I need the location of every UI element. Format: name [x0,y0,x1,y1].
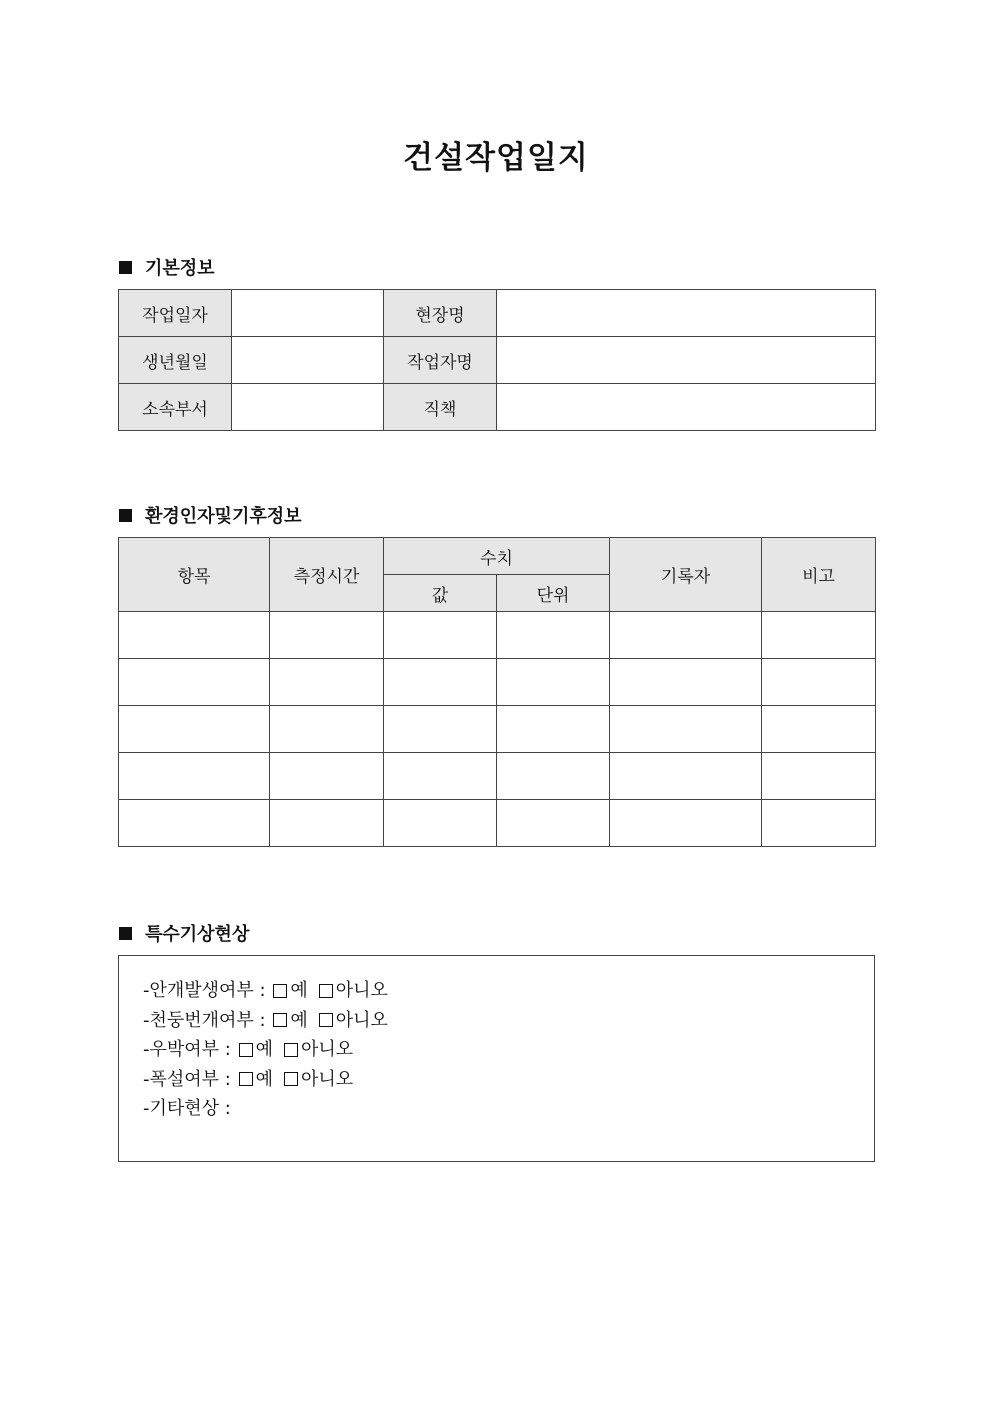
env-table [118,537,876,847]
position-field[interactable] [497,384,876,431]
hail-item [143,1035,388,1065]
thunder-yes-label: 예 [290,1009,308,1031]
table-cell[interactable] [610,612,762,659]
table-cell[interactable] [610,753,762,800]
snow-label: -폭설여부 : [143,1068,237,1090]
snow-item [143,1065,388,1095]
section-title-basic: 기본정보 [145,258,215,279]
header-value: 값 [384,575,497,612]
snow-yes-checkbox[interactable] [239,1072,253,1086]
header-time: 측정시간 [270,538,384,612]
table-cell[interactable] [762,706,876,753]
hail-no-checkbox[interactable] [284,1043,298,1057]
table-row [119,612,876,659]
table-row [119,800,876,847]
section-header-basic [119,254,215,280]
table-cell[interactable] [270,800,384,847]
table-row [119,753,876,800]
table-cell[interactable] [497,612,610,659]
table-cell[interactable] [762,612,876,659]
fog-label: -안개발생여부 : [143,980,272,1001]
table-cell[interactable] [610,659,762,706]
fog-no-label: 아니오 [335,980,388,1001]
page-title: 건설작업일지 [403,140,589,176]
thunder-no-checkbox[interactable] [319,1013,333,1027]
label-position: 직책 [384,384,497,431]
table-cell[interactable] [119,800,270,847]
section-header-env [119,502,302,528]
header-unit: 단위 [497,575,610,612]
table-cell[interactable] [762,753,876,800]
square-bullet-icon [119,927,132,940]
site-name-field[interactable] [497,290,876,337]
section-title-env: 환경인자및기후정보 [145,506,302,527]
fog-no-checkbox[interactable] [319,984,333,998]
table-row [119,337,876,384]
table-cell[interactable] [270,612,384,659]
thunder-yes-checkbox[interactable] [273,1013,287,1027]
table-cell[interactable] [497,706,610,753]
hail-yes-label: 예 [255,1039,273,1060]
hail-yes-checkbox[interactable] [239,1043,253,1057]
table-cell[interactable] [497,659,610,706]
table-cell[interactable] [384,659,497,706]
table-cell[interactable] [270,706,384,753]
table-cell[interactable] [762,800,876,847]
snow-no-label: 아니오 [300,1068,354,1090]
other-item [143,1094,388,1124]
other-label: -기타현상 : [143,1098,237,1119]
thunder-item [143,1006,388,1036]
table-cell[interactable] [270,659,384,706]
table-row [119,384,876,431]
worker-name-field[interactable] [497,337,876,384]
fog-item [143,976,388,1006]
table-cell[interactable] [384,753,497,800]
table-cell[interactable] [119,612,270,659]
label-department: 소속부서 [119,384,232,431]
thunder-no-label: 아니오 [335,1009,388,1031]
square-bullet-icon [119,509,132,522]
table-cell[interactable] [610,800,762,847]
fog-yes-checkbox[interactable] [273,984,287,998]
snow-yes-label: 예 [255,1068,273,1090]
square-bullet-icon [119,261,132,274]
header-item: 항목 [119,538,270,612]
weather-box [118,955,875,1162]
fog-yes-label: 예 [290,980,308,1001]
birth-date-field[interactable] [232,337,384,384]
department-field[interactable] [232,384,384,431]
hail-label: -우박여부 : [143,1039,237,1060]
table-cell[interactable] [119,753,270,800]
table-cell[interactable] [497,800,610,847]
table-cell[interactable] [270,753,384,800]
table-cell[interactable] [762,659,876,706]
table-row [119,659,876,706]
table-row [119,290,876,337]
table-row [119,706,876,753]
weather-list [143,976,388,1124]
label-birth-date: 생년월일 [119,337,232,384]
table-cell[interactable] [119,706,270,753]
table-cell[interactable] [384,612,497,659]
header-value-group: 수치 [384,538,610,575]
table-cell[interactable] [497,753,610,800]
section-title-weather: 특수기상현상 [145,924,250,945]
header-note: 비고 [762,538,876,612]
table-cell[interactable] [384,706,497,753]
table-cell[interactable] [384,800,497,847]
label-worker-name: 작업자명 [384,337,497,384]
work-date-field[interactable] [232,290,384,337]
header-recorder: 기록자 [610,538,762,612]
basic-info-table [118,289,876,431]
table-cell[interactable] [610,706,762,753]
table-header-row [119,538,876,575]
table-cell[interactable] [119,659,270,706]
hail-no-label: 아니오 [300,1039,354,1060]
thunder-label: -천둥번개여부 : [143,1009,272,1031]
label-site-name: 현장명 [384,290,497,337]
section-header-weather [119,920,249,946]
snow-no-checkbox[interactable] [284,1072,298,1086]
label-work-date: 작업일자 [119,290,232,337]
